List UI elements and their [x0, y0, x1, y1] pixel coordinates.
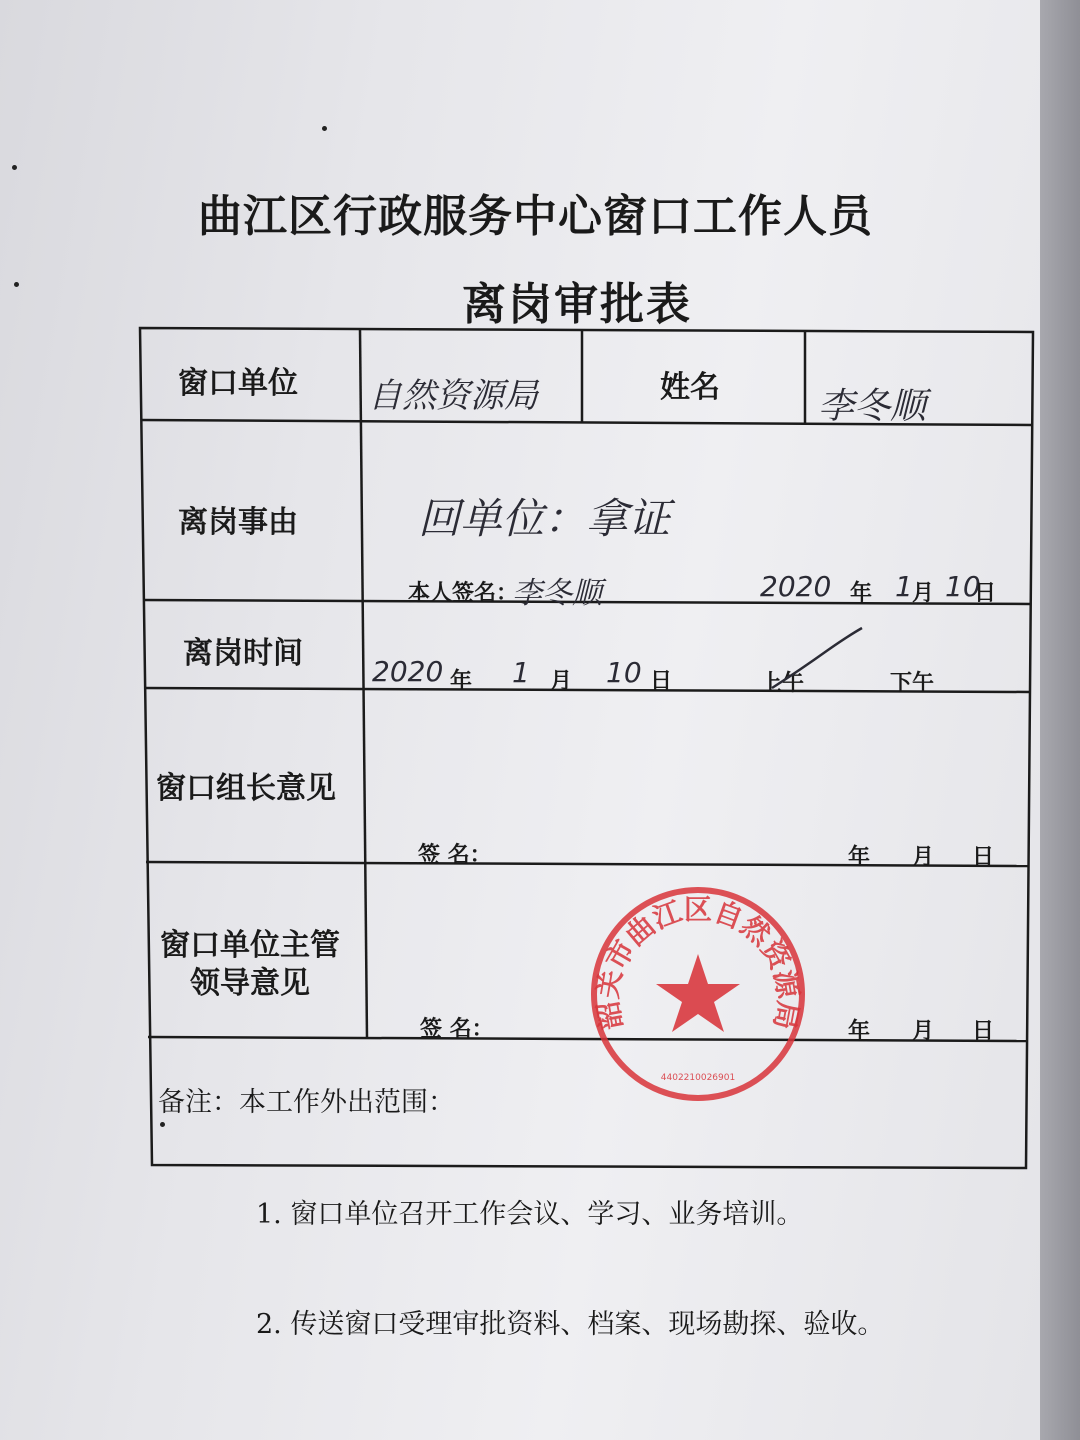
- self-sign-value: 李冬顺: [512, 576, 602, 611]
- reason-date-year-unit: 年: [850, 580, 873, 606]
- reason-label: 离岗事由: [178, 505, 298, 540]
- self-sign-label: 本人签名：: [408, 580, 519, 606]
- leader-sign-label: 签 名：: [418, 842, 492, 868]
- leader-opinion-label: 窗口组长意见: [156, 771, 336, 806]
- leader-date-year-unit: 年: [848, 844, 871, 870]
- reason-date-day: 10: [945, 570, 981, 603]
- reason-date-month: 1: [895, 570, 913, 603]
- supervisor-date-day-unit: 日: [972, 1018, 995, 1044]
- paper-speck: [12, 165, 17, 170]
- supervisor-date-year-unit: 年: [848, 1018, 871, 1044]
- time-year: 2020: [372, 655, 444, 688]
- seal-text: 韶关市曲江区自然资源局: [591, 893, 805, 1033]
- unit-value: 自然资源局: [368, 376, 538, 416]
- reason-value: 回单位：拿证: [418, 494, 671, 543]
- time-day-unit: 日: [650, 668, 673, 694]
- reason-date-year: 2020: [760, 570, 832, 603]
- notes-item-1: 1. 窗口单位召开工作会议、学习、业务培训。: [256, 1199, 804, 1230]
- name-label: 姓名: [660, 370, 720, 405]
- paper-speck: [160, 1122, 165, 1127]
- leader-date-month-unit: 月: [912, 844, 935, 870]
- notes-header: 备注：本工作外出范围：: [158, 1087, 455, 1118]
- afternoon-option: 下午: [890, 670, 935, 696]
- paper-speck: [14, 282, 19, 287]
- reason-date-month-unit: 月: [912, 580, 935, 606]
- leader-date-day-unit: 日: [972, 844, 995, 870]
- reason-date-day-unit: 日: [974, 580, 997, 606]
- supervisor-opinion-label-1: 窗口单位主管: [160, 928, 340, 963]
- supervisor-sign-label: 签 名：: [420, 1016, 494, 1042]
- supervisor-opinion-label-2: 领导意见: [190, 966, 310, 1001]
- form-title-line2: 离岗审批表: [462, 279, 692, 330]
- official-seal-stamp: [588, 884, 808, 1104]
- seal-code: 4402210026901: [660, 1073, 736, 1083]
- morning-option: 上午: [760, 670, 805, 696]
- time-month-unit: 月: [550, 668, 573, 694]
- time-month: 1: [512, 656, 530, 689]
- time-day: 10: [606, 656, 642, 689]
- form-title-line1: 曲江区行政服务中心窗口工作人员: [198, 191, 873, 242]
- unit-label: 窗口单位: [178, 366, 298, 401]
- time-year-unit: 年: [450, 668, 473, 694]
- supervisor-date-month-unit: 月: [912, 1018, 935, 1044]
- time-label: 离岗时间: [183, 636, 303, 671]
- notes-item-2: 2. 传送窗口受理审批资料、档案、现场勘探、验收。: [256, 1309, 885, 1340]
- paper-speck: [322, 126, 327, 131]
- name-value: 李冬顺: [818, 386, 927, 427]
